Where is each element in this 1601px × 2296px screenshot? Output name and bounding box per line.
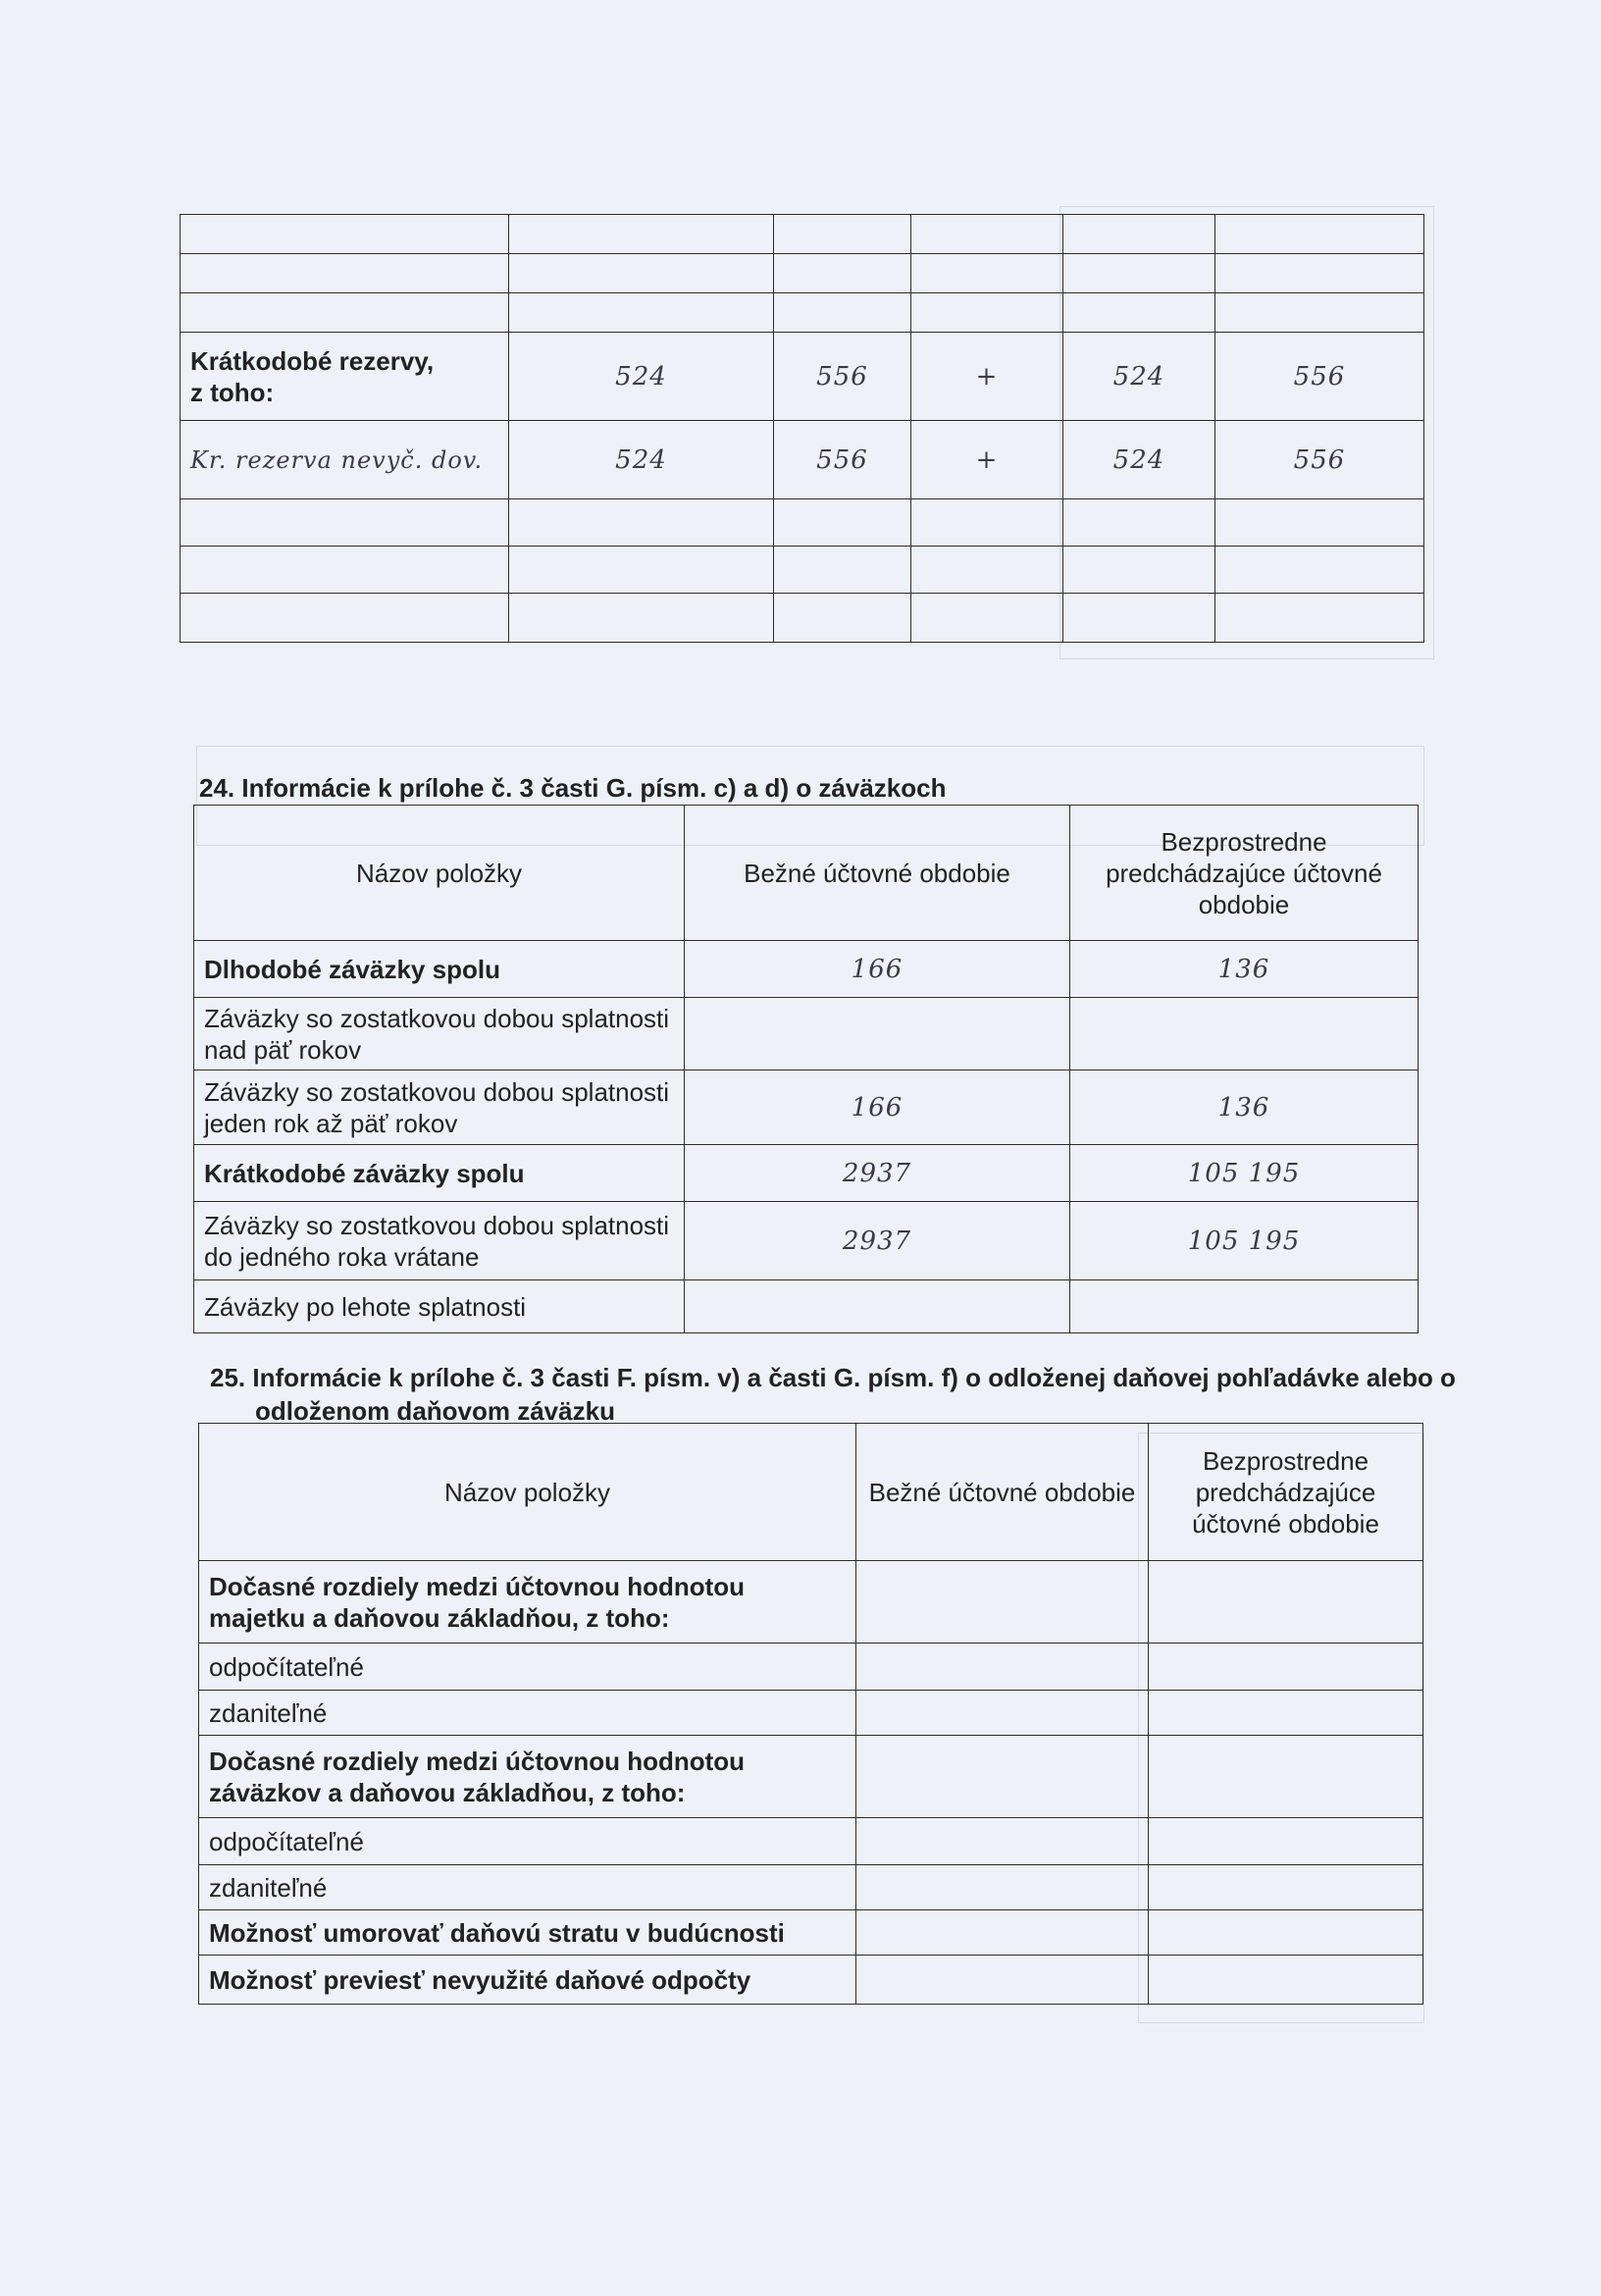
row-label: Dočasné rozdiely medzi účtovnou hodnotou majetku a daňovou základňou, z toho:: [199, 1561, 856, 1644]
header-item-name: Názov položky: [199, 1424, 856, 1561]
header-item-name: Názov položky: [194, 806, 685, 941]
row-label: odpočítateľné: [199, 1644, 856, 1691]
table-row: [181, 333, 1424, 421]
handwritten-value: 166: [685, 941, 1070, 998]
row-label: Záväzky so zostatkovou dobou splatnosti nad päť rokov: [194, 998, 685, 1070]
value-cell: [856, 1561, 1149, 1644]
value-cell: [856, 1736, 1149, 1818]
value-cell: [1149, 1644, 1423, 1691]
handwritten-value: [1070, 1280, 1419, 1333]
row-label: odpočítateľné: [199, 1818, 856, 1865]
table-header-row: [199, 1424, 1423, 1561]
table-row: [181, 594, 1424, 643]
handwritten-value: 556: [1215, 333, 1424, 421]
section-25-title-line1: 25. Informácie k prílohe č. 3 časti F. písm. v) a časti G. písm. f) o odloženej daňovej pohľadávke alebo o: [210, 1363, 1456, 1392]
row-label: Záväzky so zostatkovou dobou splatnosti jeden rok až päť rokov: [194, 1070, 685, 1145]
table-row: [194, 941, 1419, 998]
value-cell: [856, 1910, 1149, 1956]
section-25-title-line2: odloženom daňovom záväzku: [255, 1396, 615, 1426]
handwritten-value: 524: [509, 421, 774, 499]
handwritten-value: [685, 998, 1070, 1070]
table-row: [199, 1561, 1423, 1644]
handwritten-value: 2937: [685, 1202, 1070, 1280]
handwritten-value: 136: [1070, 941, 1419, 998]
header-current-period: Bežné účtovné obdobie: [685, 806, 1070, 941]
reserve-item-label: Kr. rezerva nevyč. dov.: [181, 421, 509, 499]
row-label: zdaniteľné: [199, 1691, 856, 1736]
table-row: [199, 1818, 1423, 1865]
value-cell: [1149, 1818, 1423, 1865]
handwritten-value: 556: [774, 421, 911, 499]
section-24-title: 24. Informácie k prílohe č. 3 časti G. písm. c) a d) o záväzkoch: [199, 773, 947, 803]
value-cell: [1149, 1691, 1423, 1736]
table-row: [194, 1280, 1419, 1333]
value-cell: [1149, 1910, 1423, 1956]
value-cell: [856, 1644, 1149, 1691]
handwritten-value: 556: [774, 333, 911, 421]
header-previous-period: Bezprostredne predchádzajúce účtovné obdobie: [1149, 1424, 1423, 1561]
value-cell: [856, 1956, 1149, 2005]
reserves-table: [180, 214, 1424, 643]
value-cell: [856, 1818, 1149, 1865]
table-row: [199, 1644, 1423, 1691]
table-row: [181, 215, 1424, 254]
deferred-tax-table: [198, 1423, 1423, 2005]
table-row: [199, 1956, 1423, 2005]
table-row: [181, 421, 1424, 499]
header-previous-period: Bezprostredne predchádzajúce účtovné obdobie: [1070, 806, 1419, 941]
value-cell: [1149, 1865, 1423, 1910]
row-label: Dlhodobé záväzky spolu: [194, 941, 685, 998]
short-term-reserves-label: Krátkodobé rezervy, z toho:: [181, 333, 509, 421]
value-cell: [1149, 1561, 1423, 1644]
handwritten-value: 556: [1215, 421, 1424, 499]
row-label: Záväzky po lehote splatnosti: [194, 1280, 685, 1333]
handwritten-value: +: [911, 421, 1063, 499]
row-label: Krátkodobé záväzky spolu: [194, 1145, 685, 1202]
table-row: [199, 1865, 1423, 1910]
value-cell: [856, 1691, 1149, 1736]
handwritten-value: 524: [1063, 421, 1215, 499]
row-label: Možnosť umorovať daňovú stratu v budúcnosti: [199, 1910, 856, 1956]
value-cell: [1149, 1956, 1423, 2005]
row-label: Záväzky so zostatkovou dobou splatnosti do jedného roka vrátane: [194, 1202, 685, 1280]
handwritten-value: 524: [509, 333, 774, 421]
handwritten-value: 136: [1070, 1070, 1419, 1145]
table-row: [181, 499, 1424, 547]
handwritten-value: 105 195: [1070, 1145, 1419, 1202]
handwritten-value: 524: [1063, 333, 1215, 421]
handwritten-value: [1070, 998, 1419, 1070]
liabilities-table: [193, 805, 1419, 1333]
handwritten-value: 2937: [685, 1145, 1070, 1202]
value-cell: [1149, 1736, 1423, 1818]
row-label: Dočasné rozdiely medzi účtovnou hodnotou záväzkov a daňovou základňou, z toho:: [199, 1736, 856, 1818]
table-row: [199, 1691, 1423, 1736]
handwritten-value: [685, 1280, 1070, 1333]
table-row: [194, 1070, 1419, 1145]
value-cell: [856, 1865, 1149, 1910]
table-row: [194, 998, 1419, 1070]
row-label: Možnosť previesť nevyužité daňové odpočty: [199, 1956, 856, 2005]
section-25-title: [210, 1361, 1456, 1428]
header-current-period: Bežné účtovné obdobie: [856, 1424, 1149, 1561]
table-row: [199, 1736, 1423, 1818]
handwritten-value: 166: [685, 1070, 1070, 1145]
table-header-row: [194, 806, 1419, 941]
table-row: [181, 254, 1424, 293]
table-row: [199, 1910, 1423, 1956]
table-row: [194, 1202, 1419, 1280]
table-row: [181, 547, 1424, 594]
handwritten-value: +: [911, 333, 1063, 421]
table-row: [181, 293, 1424, 333]
table-row: [194, 1145, 1419, 1202]
handwritten-value: 105 195: [1070, 1202, 1419, 1280]
empty-cell: [181, 215, 509, 254]
row-label: zdaniteľné: [199, 1865, 856, 1910]
